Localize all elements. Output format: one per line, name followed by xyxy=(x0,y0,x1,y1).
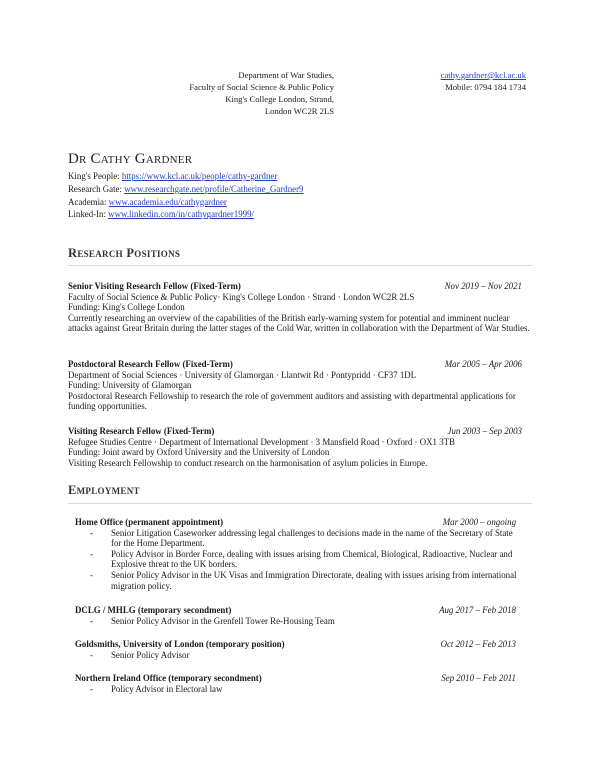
employment-entry xyxy=(75,673,532,694)
position-title: Senior Visiting Research Fellow (Fixed-Term) xyxy=(68,281,241,291)
duty-text: Policy Advisor in Border Force, dealing with issues arising from Chemical, Biological, Radioactive, Nuclear and Explosive threat to the UK borders. xyxy=(111,548,513,570)
position-dates: Jun 2003 – Sep 2003 xyxy=(447,426,522,436)
list-item xyxy=(75,684,532,695)
list-item xyxy=(75,650,532,661)
position-funding: Funding: Joint award by Oxford University and the University of London xyxy=(68,447,330,458)
position-title: Visiting Research Fellow (Fixed-Term) xyxy=(68,426,215,436)
bullet-dash: - xyxy=(90,569,93,580)
profile-link[interactable]: https://www.kcl.ac.uk/people/cathy-gardner xyxy=(121,171,278,181)
bullet-dash: - xyxy=(90,649,93,660)
employment-entry xyxy=(75,517,532,591)
employment-dates: Aug 2017 – Feb 2018 xyxy=(439,605,516,615)
list-item xyxy=(75,549,532,570)
contact-block xyxy=(380,69,526,93)
address-line: Department of War Studies, xyxy=(238,70,334,80)
position-dates: Nov 2019 – Nov 2021 xyxy=(444,281,522,291)
address-line: Faculty of Social Science & Public Policy xyxy=(189,82,334,92)
duty-text: Senior Policy Advisor in the Grenfell Tower Re-Housing Team xyxy=(111,615,335,626)
list-item xyxy=(75,570,532,591)
position-description: Currently researching an overview of the capabilities of the British early-warning system for potential and imminent nuclear attacks against Great Britain during the latter stages of the Cold War, written in collaboration with the Department of War Studies. xyxy=(68,312,530,334)
employment-entry xyxy=(75,639,532,660)
duties-list xyxy=(75,650,532,661)
profile-label: Research Gate: xyxy=(68,183,125,194)
research-positions-heading: Research Positions xyxy=(68,246,181,260)
list-item xyxy=(75,616,532,627)
position-funding: Funding: University of Glamorgan xyxy=(68,380,192,391)
research-entry xyxy=(68,426,532,468)
employer-title: Goldsmiths, University of London (temporary position) xyxy=(75,639,285,649)
bullet-dash: - xyxy=(90,615,93,626)
employment-heading: Employment xyxy=(68,483,140,497)
profile-link[interactable]: www.academia.edu/cathygardner xyxy=(108,196,227,207)
employment-dates: Sep 2010 – Feb 2011 xyxy=(441,673,516,683)
duties-list xyxy=(75,684,532,695)
bullet-dash: - xyxy=(90,527,93,538)
profile-academia xyxy=(68,196,304,209)
position-institution: Refugee Studies Centre · Department of International Development · 3 Mansfield Road · Oxford · OX1 3TB xyxy=(68,436,455,447)
position-title: Postdoctoral Research Fellow (Fixed-Term) xyxy=(68,359,233,369)
profile-kings-people xyxy=(68,170,304,183)
employer-title: Home Office (permanent appointment) xyxy=(75,517,224,527)
bullet-dash: - xyxy=(90,548,93,559)
employment-entry xyxy=(75,605,532,626)
profile-links xyxy=(68,170,304,221)
position-funding: Funding: King's College London xyxy=(68,302,185,313)
duties-list xyxy=(75,616,532,627)
profile-label: King's People: xyxy=(68,171,122,181)
position-institution: Faculty of Social Science & Public Policy· King's College London · Strand · London WC2R 2LS xyxy=(68,291,415,302)
position-institution: Department of Social Sciences · University of Glamorgan · Llantwit Rd · Pontypridd · CF37 1DL xyxy=(68,369,417,380)
duty-text: Senior Policy Advisor in the UK Visas and Immigration Directorate, dealing with issues arising from international migration policy. xyxy=(111,569,517,591)
duty-text: Senior Policy Advisor xyxy=(111,649,190,660)
research-entry xyxy=(68,359,532,412)
position-dates: Mar 2005 – Apr 2006 xyxy=(444,359,522,369)
address-line: King's College London, Strand, xyxy=(225,94,334,104)
employer-title: DCLG / MHLG (temporary secondment) xyxy=(75,605,232,615)
mobile-number: Mobile: 0794 184 1734 xyxy=(445,82,526,92)
profile-label: Linked-In: xyxy=(68,209,109,220)
employment-dates: Oct 2012 – Feb 2013 xyxy=(440,639,516,649)
cv-name: Dr Cathy Gardner xyxy=(68,151,193,167)
profile-linkedin xyxy=(68,208,304,221)
position-description: Postdoctoral Research Fellowship to research the role of government auditors and assisting with departmental applications for funding opportunities. xyxy=(68,390,516,412)
profile-link[interactable]: www.linkedin.com/in/cathygardner1999/ xyxy=(108,209,254,220)
address-line: London WC2R 2LS xyxy=(264,106,334,116)
section-divider xyxy=(68,265,532,266)
section-divider xyxy=(68,503,532,504)
employment-dates: Mar 2000 – ongoing xyxy=(442,517,516,527)
research-entry xyxy=(68,281,532,334)
department-address xyxy=(150,69,334,117)
profile-label: Academia: xyxy=(68,196,109,207)
position-description: Visiting Research Fellowship to conduct research on the harmonisation of asylum policies in Europe. xyxy=(68,457,428,468)
bullet-dash: - xyxy=(90,683,93,694)
profile-research-gate xyxy=(68,183,304,196)
duties-list xyxy=(75,528,532,592)
duty-text: Senior Litigation Caseworker addressing legal challenges to decisions made in the name of the Secretary of State for the Home Department. xyxy=(111,527,513,549)
employer-title: Northern Ireland Office (temporary secondment) xyxy=(75,673,262,683)
profile-link[interactable]: www.researchgate.net/profile/Catherine_Gardner9 xyxy=(124,183,304,194)
list-item xyxy=(75,528,532,549)
email-link[interactable]: cathy.gardner@kcl.ac.uk xyxy=(440,70,526,80)
duty-text: Policy Advisor in Electoral law xyxy=(111,683,223,694)
